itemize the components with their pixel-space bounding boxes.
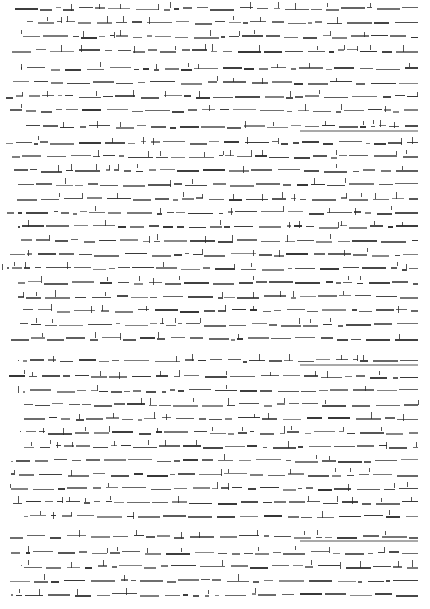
text-line <box>10 136 420 151</box>
text-line <box>10 398 420 413</box>
text-line <box>10 574 420 589</box>
text-line <box>10 262 420 277</box>
section-heading <box>10 530 420 545</box>
text-line <box>10 276 420 291</box>
text-line <box>10 412 420 427</box>
text-line <box>10 234 420 249</box>
text-line <box>10 596 420 609</box>
text-line <box>10 220 420 235</box>
text-line <box>10 248 420 263</box>
text-line <box>10 192 420 207</box>
text-line <box>10 468 420 483</box>
text-line <box>10 560 420 575</box>
text-line <box>10 16 420 31</box>
text-line <box>10 454 420 469</box>
text-line <box>10 164 420 179</box>
text-line <box>10 30 420 45</box>
text-line <box>10 496 420 511</box>
text-line <box>10 104 420 119</box>
text-line <box>10 304 420 319</box>
text-line <box>10 206 420 221</box>
text-line <box>10 150 420 165</box>
text-line <box>10 76 420 91</box>
section-heading <box>10 120 420 135</box>
text-line <box>10 546 420 561</box>
text-line <box>10 370 420 385</box>
text-line <box>10 426 420 441</box>
text-line <box>10 2 420 17</box>
text-line <box>10 62 420 77</box>
text-line <box>10 384 420 399</box>
text-line <box>10 318 420 333</box>
text-line <box>10 90 420 105</box>
text-line <box>10 340 420 355</box>
text-line <box>10 178 420 193</box>
section-heading <box>10 354 420 369</box>
text-line <box>10 290 420 305</box>
text-line <box>10 44 420 59</box>
text-line <box>10 440 420 455</box>
text-line <box>10 510 420 525</box>
text-line <box>10 482 420 497</box>
